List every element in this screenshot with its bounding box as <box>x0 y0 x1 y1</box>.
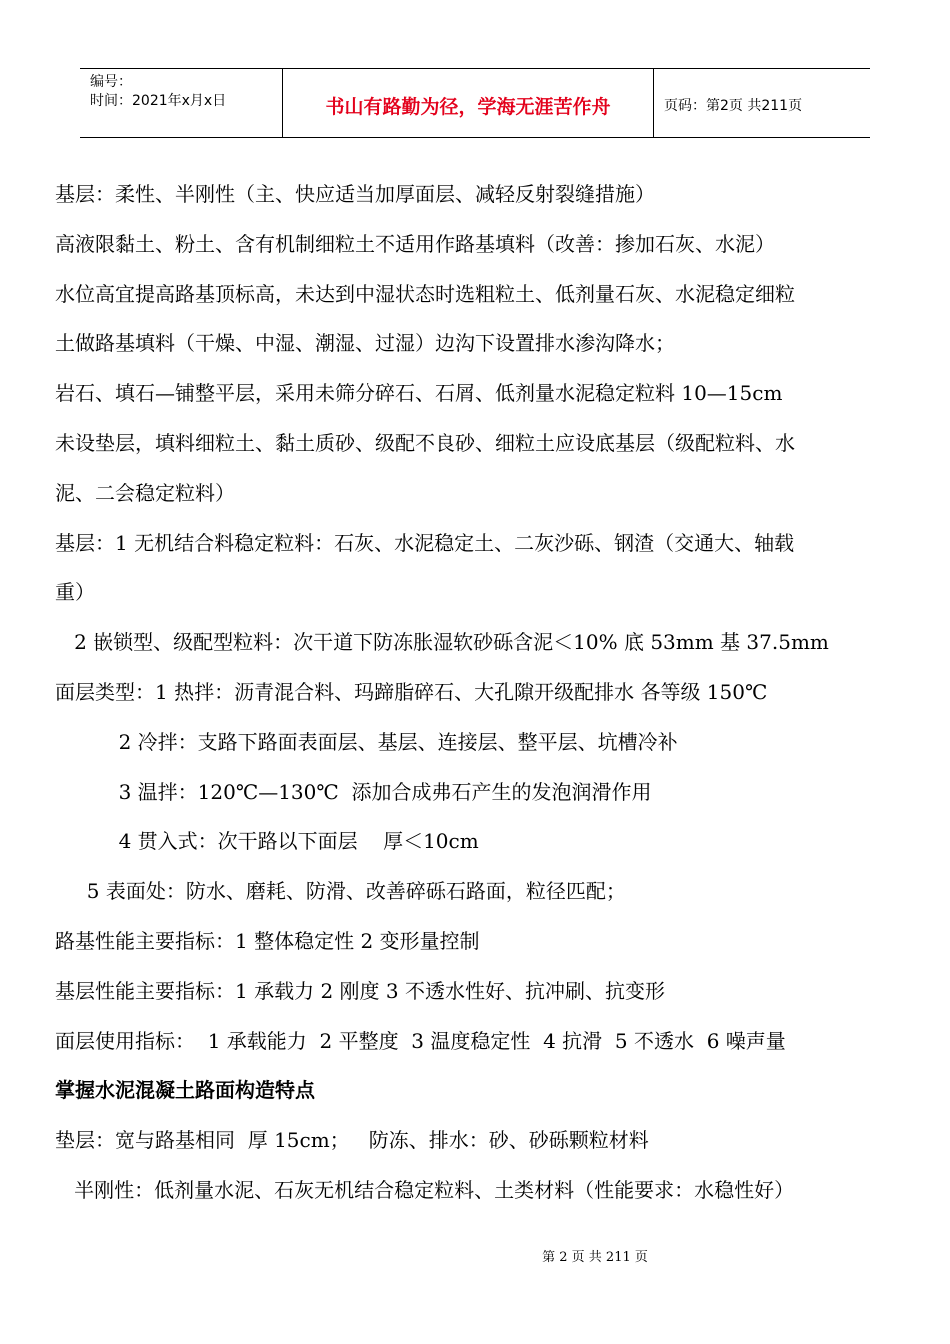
text-line: 基层：1 无机结合料稳定粒料：石灰、水泥稳定土、二灰沙砾、钢渣（交通大、轴载 <box>55 530 795 555</box>
text-line: 2 嵌锁型、级配型粒料：次干道下防冻胀湿软砂砾含泥＜10% 底 53mm 基 37.5mm <box>55 630 829 655</box>
text-line: 未设垫层，填料细粒土、黏土质砂、级配不良砂、细粒土应设底基层（级配粒料、水 <box>55 430 795 455</box>
text-line: 岩石、填石—铺整平层，采用未筛分碎石、石屑、低剂量水泥稳定粒料 10—15cm <box>55 381 783 406</box>
text-line: 高液限黏土、粉土、含有机制细粒土不适用作路基填料（改善：掺加石灰、水泥） <box>55 231 775 256</box>
header-motto: 书山有路勤为径，学海无涯苦作舟 <box>282 69 654 137</box>
text-line: 3 温拌：120℃—130℃ 添加合成弗石产生的发泡润滑作用 <box>55 779 652 804</box>
text-line: 重） <box>55 580 95 605</box>
text-line: 2 冷拌：支路下路面表面层、基层、连接层、整平层、坑槽冷补 <box>55 729 678 754</box>
number-label: 编号： <box>90 74 132 90</box>
text-line: 基层性能主要指标：1 承载力 2 刚度 3 不透水性好、抗冲刷、抗变形 <box>55 978 665 1003</box>
text-line: 垫层：宽与路基相同 厚 15cm； 防冻、排水：砂、砂砾颗粒材料 <box>55 1128 649 1153</box>
section-heading: 掌握水泥混凝土路面构造特点 <box>55 1078 315 1103</box>
text-line: 面层使用指标： 1 承载能力 2 平整度 3 温度稳定性 4 抗滑 5 不透水 6 噪声量 <box>55 1028 786 1053</box>
text-line: 水位高宜提高路基顶标高，未达到中湿状态时选粗粒土、低剂量石灰、水泥稳定细粒 <box>55 281 795 306</box>
text-line: 4 贯入式：次干路以下面层 厚＜10cm <box>55 829 479 854</box>
text-line: 土做路基填料（干燥、中湿、潮湿、过湿）边沟下设置排水渗沟降水； <box>55 331 675 356</box>
text-line: 半刚性：低剂量水泥、石灰无机结合稳定粒料、土类材料（性能要求：水稳性好） <box>55 1177 795 1202</box>
text-line: 路基性能主要指标：1 整体稳定性 2 变形量控制 <box>55 928 480 953</box>
header-page-info: 页码：第2页 共211页 <box>664 98 803 114</box>
page-header <box>80 68 870 138</box>
time-label: 时间：2021年x月x日 <box>90 93 227 109</box>
text-line: 泥、二会稳定粒料） <box>55 480 235 505</box>
page-footer: 第 2 页 共 211 页 <box>542 1250 648 1265</box>
document-body <box>55 170 905 1216</box>
header-meta <box>80 69 282 137</box>
text-line: 面层类型：1 热拌：沥青混合料、玛蹄脂碎石、大孔隙开级配排水 各等级 150℃ <box>55 679 768 704</box>
text-line: 基层：柔性、半刚性（主、快应适当加厚面层、减轻反射裂缝措施） <box>55 182 655 206</box>
text-line: 5 表面处：防水、磨耗、防滑、改善碎砾石路面，粒径匹配； <box>55 879 626 904</box>
